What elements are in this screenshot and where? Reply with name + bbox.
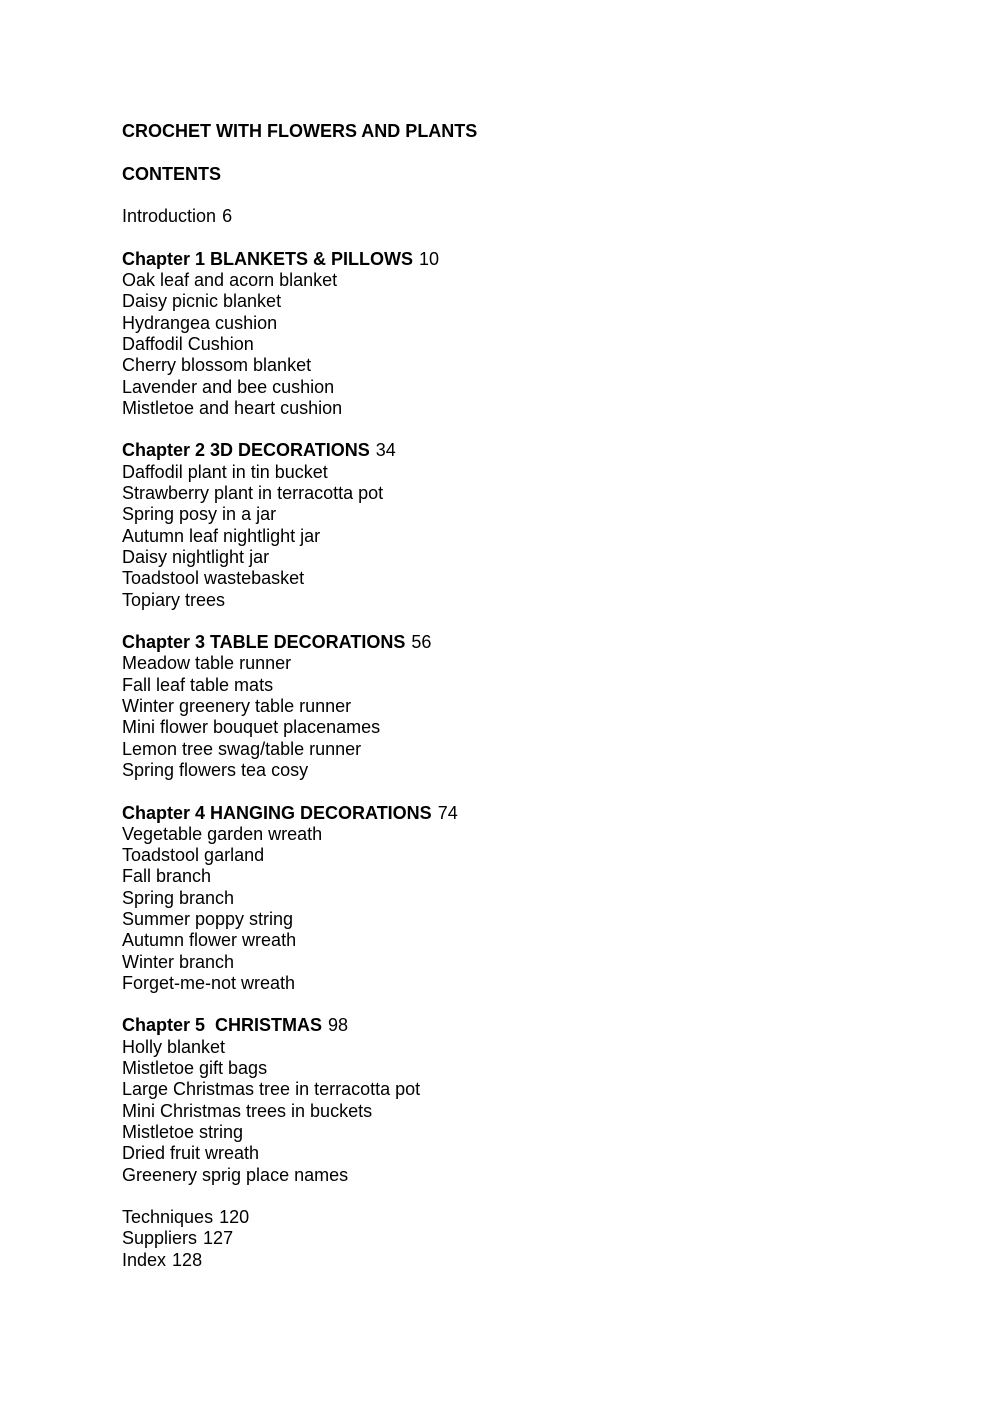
chapter-item: Toadstool garland <box>122 845 265 866</box>
introduction-entry <box>122 206 922 227</box>
chapter-item: Dried fruit wreath <box>122 1143 260 1164</box>
chapter-page: 34 <box>375 440 396 461</box>
back-matter-label: Techniques <box>122 1207 214 1228</box>
chapter-heading <box>122 249 922 270</box>
chapter-item: Greenery sprig place names <box>122 1164 349 1185</box>
spacer <box>122 781 922 802</box>
chapter-item: Lavender and bee cushion <box>122 376 335 397</box>
chapter-item: Meadow table runner <box>122 653 292 674</box>
back-matter-label: Suppliers <box>122 1228 198 1249</box>
chapter-title: Chapter 5 CHRISTMAS <box>122 1015 323 1036</box>
contents-heading: CONTENTS <box>122 163 221 184</box>
chapter-item: Daffodil Cushion <box>122 333 254 354</box>
back-matter-page: 127 <box>203 1228 234 1249</box>
chapter-item: Vegetable garden wreath <box>122 823 323 844</box>
chapter-item: Mini flower bouquet placenames <box>122 717 381 738</box>
book-title: CROCHET WITH FLOWERS AND PLANTS <box>122 121 478 141</box>
spacer <box>122 142 922 163</box>
back-matter-label: Index <box>122 1249 167 1270</box>
back-matter-entry <box>122 1250 922 1271</box>
spacer <box>122 994 922 1015</box>
chapters-list <box>122 249 922 1207</box>
back-matter-entry <box>122 1228 922 1249</box>
chapter-item: Mistletoe and heart cushion <box>122 397 343 418</box>
chapter-item: Strawberry plant in terracotta pot <box>122 483 384 504</box>
chapter-title: Chapter 1 BLANKETS & PILLOWS <box>122 248 414 269</box>
chapter-item: Forget-me-not wreath <box>122 972 296 993</box>
chapter-item: Spring flowers tea cosy <box>122 759 309 780</box>
chapter-item: Winter greenery table runner <box>122 696 352 717</box>
back-matter-page: 128 <box>172 1249 203 1270</box>
chapter-item: Holly blanket <box>122 1036 226 1057</box>
chapter-item: Topiary trees <box>122 589 226 610</box>
introduction-label: Introduction <box>122 206 217 227</box>
spacer <box>122 419 922 440</box>
introduction-page: 6 <box>222 206 233 227</box>
chapter-item: Autumn flower wreath <box>122 930 297 951</box>
chapter-item: Daffodil plant in tin bucket <box>122 461 328 482</box>
chapter-title: Chapter 2 3D DECORATIONS <box>122 440 370 461</box>
contents-page <box>122 121 922 1271</box>
spacer <box>122 1186 922 1207</box>
chapter-item: Toadstool wastebasket <box>122 568 305 589</box>
back-matter-list <box>122 1207 922 1271</box>
chapter-item: Spring branch <box>122 887 235 908</box>
chapter-item: Summer poppy string <box>122 908 294 929</box>
chapter-item: Autumn leaf nightlight jar <box>122 525 321 546</box>
chapter-heading <box>122 1015 922 1036</box>
chapter-item: Spring posy in a jar <box>122 504 277 525</box>
chapter-item: Winter branch <box>122 951 235 972</box>
chapter-item: Oak leaf and acorn blanket <box>122 270 338 291</box>
chapter-heading <box>122 632 922 653</box>
chapter-item: Hydrangea cushion <box>122 312 278 333</box>
chapter-page: 74 <box>437 802 458 823</box>
chapter-page: 56 <box>411 632 432 653</box>
chapter-item: Mistletoe gift bags <box>122 1058 268 1079</box>
back-matter-page: 120 <box>219 1207 250 1228</box>
chapter-page: 98 <box>328 1015 349 1036</box>
chapter-page: 10 <box>419 248 440 269</box>
spacer <box>122 227 922 248</box>
chapter-item: Fall leaf table mats <box>122 674 274 695</box>
chapter-item: Fall branch <box>122 866 212 887</box>
back-matter-entry <box>122 1207 922 1228</box>
chapter-title: Chapter 3 TABLE DECORATIONS <box>122 632 406 653</box>
spacer <box>122 185 922 206</box>
chapter-item: Daisy picnic blanket <box>122 291 282 312</box>
chapter-heading <box>122 803 922 824</box>
chapter-item: Large Christmas tree in terracotta pot <box>122 1079 421 1100</box>
chapter-item: Lemon tree swag/table runner <box>122 738 362 759</box>
chapter-heading <box>122 440 922 461</box>
chapter-item: Mini Christmas trees in buckets <box>122 1100 373 1121</box>
chapter-item: Mistletoe string <box>122 1121 244 1142</box>
chapter-item: Daisy nightlight jar <box>122 546 270 567</box>
spacer <box>122 611 922 632</box>
chapter-item: Cherry blossom blanket <box>122 355 312 376</box>
chapter-title: Chapter 4 HANGING DECORATIONS <box>122 802 432 823</box>
